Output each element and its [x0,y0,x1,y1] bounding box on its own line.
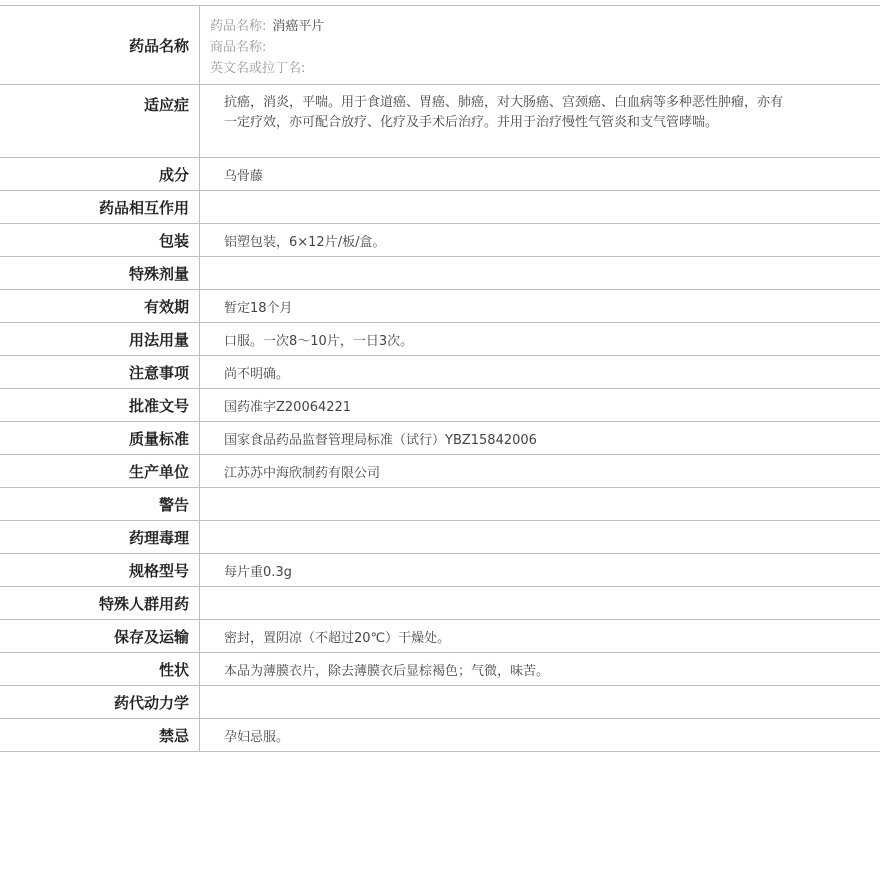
row-quality-standard [0,422,880,455]
row-warning [0,488,880,521]
row-label: 批准文号 [0,389,200,421]
specification-text: 每片重0.3g [224,564,292,580]
row-value [200,158,880,190]
row-value [200,290,880,322]
row-label: 特殊人群用药 [0,587,200,619]
row-pharmacology [0,521,880,554]
row-dosage [0,323,880,356]
row-value [200,488,880,520]
drug-name-block [200,6,880,84]
row-specification [0,554,880,587]
manufacturer-text: 江苏苏中海欣制药有限公司 [224,465,381,481]
row-ingredients [0,158,880,191]
row-label: 有效期 [0,290,200,322]
latin-name-line [210,58,311,79]
shelf-life-text: 暂定18个月 [224,300,293,316]
row-value [200,686,880,718]
row-label: 适应症 [0,85,200,157]
packaging-text: 铝塑包装，6×12片/板/盒。 [224,234,386,250]
row-label: 性状 [0,653,200,685]
row-value [200,191,880,223]
row-value [200,422,880,454]
row-storage [0,620,880,653]
row-manufacturer [0,455,880,488]
approval-number-text: 国药准字Z20064221 [224,399,352,415]
row-label: 药品相互作用 [0,191,200,223]
generic-name-key: 药品名称: [210,19,267,34]
row-label: 生产单位 [0,455,200,487]
row-special-dosage [0,257,880,290]
row-label: 药品名称 [0,6,200,84]
row-value [200,587,880,619]
row-packaging [0,224,880,257]
drug-info-table [0,5,880,752]
row-precautions [0,356,880,389]
row-value [200,653,880,685]
trade-name-line [210,37,272,58]
row-value [200,224,880,256]
row-special-populations [0,587,880,620]
row-approval-number [0,389,880,422]
row-label: 包装 [0,224,200,256]
appearance-text: 本品为薄膜衣片，除去薄膜衣后显棕褐色；气微，味苦。 [224,663,550,679]
ingredients-text: 乌骨藤 [224,168,264,184]
row-value [200,356,880,388]
row-label: 保存及运输 [0,620,200,652]
generic-name-value: 消癌平片 [272,19,325,34]
row-contraindications [0,719,880,752]
row-label: 注意事项 [0,356,200,388]
row-label: 用法用量 [0,323,200,355]
row-value [200,719,880,751]
row-appearance [0,653,880,686]
row-interactions [0,191,880,224]
row-value [200,85,880,157]
precautions-text: 尚不明确。 [224,366,290,382]
generic-name-line [210,16,324,37]
contraindications-text: 孕妇忌服。 [224,729,290,745]
dosage-text: 口服。一次8～10片，一日3次。 [224,333,414,349]
row-label: 特殊剂量 [0,257,200,289]
row-value [200,323,880,355]
storage-text: 密封，置阴凉（不超过20℃）干燥处。 [224,630,451,646]
row-label: 成分 [0,158,200,190]
row-pharmacokinetics [0,686,880,719]
row-label: 药代动力学 [0,686,200,718]
row-label: 质量标准 [0,422,200,454]
row-value [200,521,880,553]
row-label: 规格型号 [0,554,200,586]
row-label: 禁忌 [0,719,200,751]
row-value [200,554,880,586]
row-drug-name [0,6,880,85]
indications-text: 抗癌，消炎，平喘。用于食道癌、胃癌、肺癌，对大肠癌、宫颈癌、白血病等多种恶性肿瘤，亦有一定疗效，亦可配合放疗、化疗及手术后治疗。并用于治疗慢性气管炎和支气管哮喘。 [224,95,784,130]
row-value [200,389,880,421]
row-indications [0,85,880,158]
row-shelf-life [0,290,880,323]
row-value [200,455,880,487]
row-value [200,620,880,652]
row-label: 警告 [0,488,200,520]
latin-name-key: 英文名或拉丁名: [210,61,306,76]
row-label: 药理毒理 [0,521,200,553]
quality-standard-text: 国家食品药品监督管理局标准（试行）YBZ15842006 [224,432,537,448]
row-value [200,257,880,289]
trade-name-key: 商品名称: [210,40,267,55]
